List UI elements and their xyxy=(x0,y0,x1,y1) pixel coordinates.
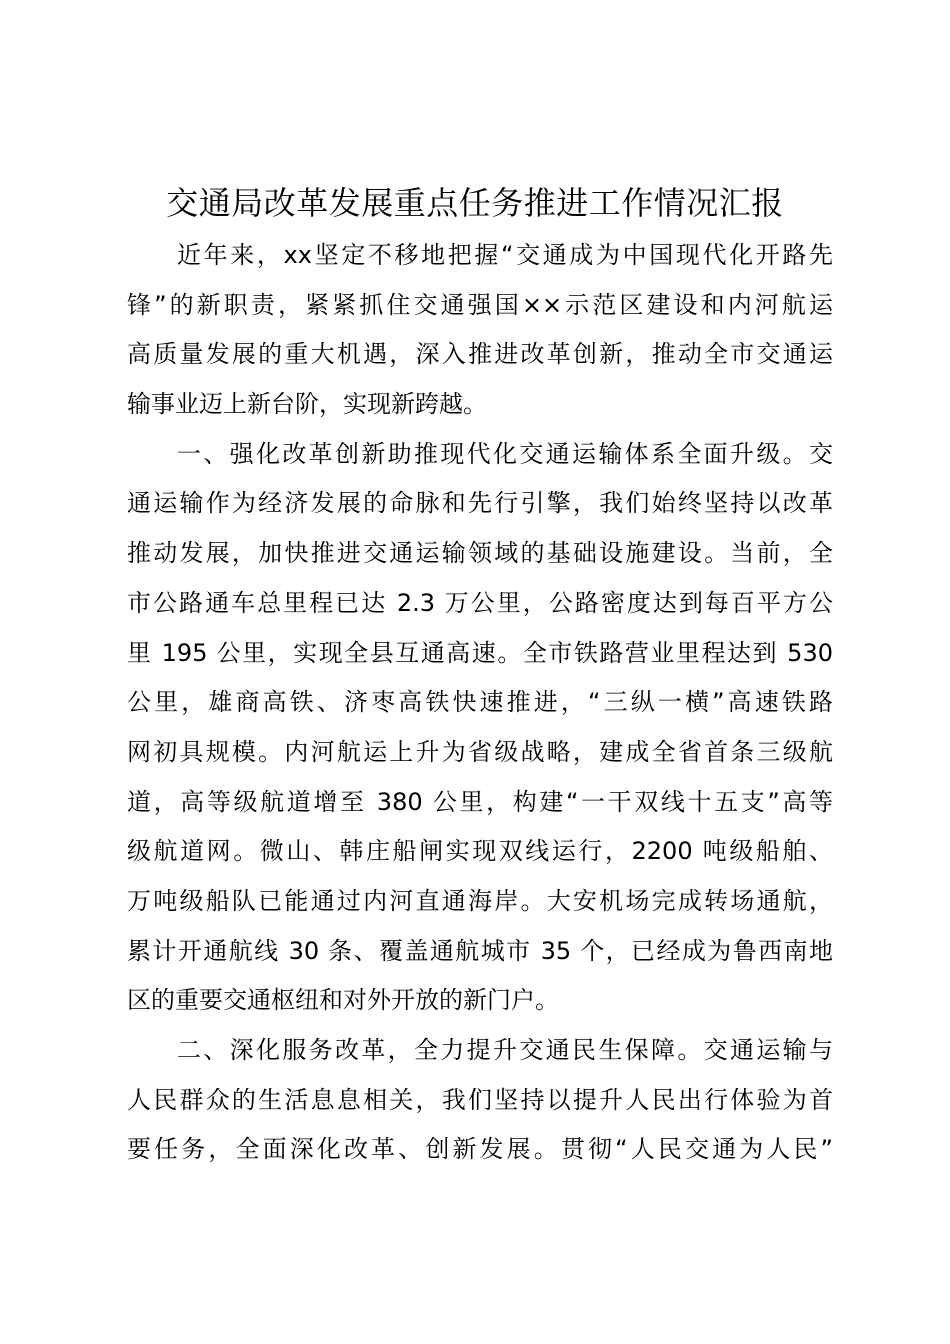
text-line: 一、强化改革创新助推现代化交通运输体系全面升级。交 xyxy=(177,439,833,468)
text-line: 道，高等级航道增至 380 公里，构建“一干双线十五支”高等 xyxy=(127,787,833,816)
text-line: 万吨级船队已能通过内河直通海岸。大安机场完成转场通航， xyxy=(127,886,833,915)
text-line: 区的重要交通枢纽和对外开放的新门户。 xyxy=(127,986,559,1015)
paragraph-intro xyxy=(127,231,833,430)
paragraph-section-two xyxy=(127,1026,833,1175)
text-line: 输事业迈上新台阶，实现新跨越。 xyxy=(127,390,487,419)
text-line: 里 195 公里，实现全县互通高速。全市铁路营业里程达到 530 xyxy=(127,638,833,667)
document-title: 交通局改革发展重点任务推进工作情况汇报 xyxy=(166,184,784,222)
text-line: 近年来，xx坚定不移地把握“交通成为中国现代化开路先 xyxy=(177,241,833,269)
text-line: 级航道网。微山、韩庄船闸实现双线运行，2200 吨级船舶、 xyxy=(127,837,833,866)
text-line: 网初具规模。内河航运上升为省级战略，建成全省首条三级航 xyxy=(127,737,833,766)
text-line: 通运输作为经济发展的命脉和先行引擎，我们始终坚持以改革 xyxy=(127,489,833,518)
text-line: 推动发展，加快推进交通运输领域的基础设施建设。当前，全 xyxy=(127,539,833,568)
text-line: 累计开通航线 30 条、覆盖通航城市 35 个，已经成为鲁西南地 xyxy=(127,936,833,965)
text-line: 市公路通车总里程已达 2.3 万公里，公路密度达到每百平方公 xyxy=(127,588,833,617)
document-body xyxy=(127,231,833,1175)
text-line: 公里，雄商高铁、济枣高铁快速推进，“三纵一横”高速铁路 xyxy=(127,688,833,717)
text-line: 二、深化服务改革，全力提升交通民生保障。交通运输与 xyxy=(177,1036,833,1064)
text-line: 锋”的新职责，紧紧抓住交通强国××示范区建设和内河航运 xyxy=(127,290,833,319)
text-line: 人民群众的生活息息相关，我们坚持以提升人民出行体验为首 xyxy=(127,1085,833,1114)
text-line: 要任务，全面深化改革、创新发展。贯彻“人民交通为人民” xyxy=(127,1135,833,1164)
text-line: 高质量发展的重大机遇，深入推进改革创新，推动全市交通运 xyxy=(127,340,833,369)
paragraph-section-one xyxy=(127,430,833,1026)
